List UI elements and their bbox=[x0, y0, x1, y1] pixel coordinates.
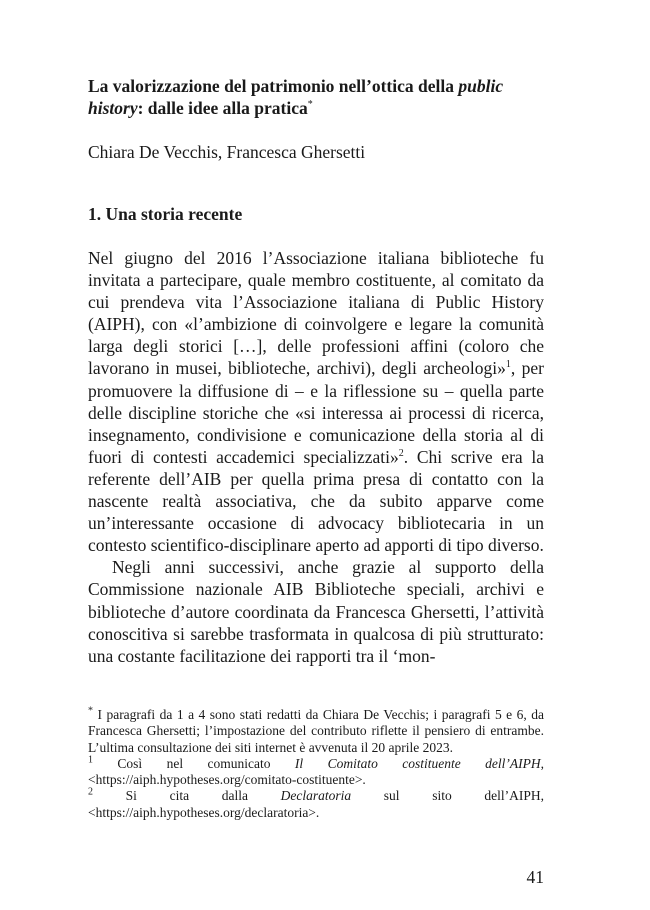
footnote-mark: 1 bbox=[88, 754, 93, 766]
footnote-text: , <https://aiph.hypotheses.org/comitato-costituente>. bbox=[88, 755, 544, 788]
footnote-text: Si cita dalla bbox=[93, 788, 281, 804]
chapter-title bbox=[88, 75, 544, 119]
footnote-ref: 1 bbox=[505, 359, 511, 371]
footnote bbox=[88, 707, 544, 756]
footnote-mark: * bbox=[88, 705, 93, 717]
footnote-ref: 2 bbox=[398, 448, 404, 460]
title-text-end: : dalle idee alla pratica bbox=[137, 98, 308, 118]
paragraph: Negli anni successivi, anche grazie al supporto della Commissione nazionale AIB Biblioteche speciali, archivi e biblioteche d’autore coordinata da Francesca Ghersetti, l’attività conoscitiva si sarebbe trasformata in qualcosa di più strutturato: una costante facilitazione dei rapporti tra il ‘mon- bbox=[88, 557, 544, 666]
title-text: La valorizzazione del patrimonio nell’ottica della bbox=[88, 76, 459, 96]
footnote-mark: 2 bbox=[88, 786, 93, 798]
section-heading: 1. Una storia recente bbox=[88, 204, 243, 224]
book-page bbox=[88, 0, 544, 910]
footnote bbox=[88, 756, 544, 789]
footnote-text: I paragrafi da 1 a 4 sono stati redatti da Chiara De Vecchis; i paragrafi 5 e 6, da Francesca Ghersetti; l’impostazione del contributo riflette il pensiero di entrambe. L’ultima consultazione dei siti internet è avvenuta il 20 aprile 2023. bbox=[88, 707, 544, 755]
footnote bbox=[88, 788, 544, 821]
footnote-text: Così nel comunicato bbox=[93, 755, 295, 771]
paragraph bbox=[88, 247, 544, 556]
footnotes bbox=[88, 707, 544, 821]
title-italic: public history bbox=[88, 76, 504, 118]
title-footnote-mark: * bbox=[307, 99, 313, 111]
paragraph-text: , per promuovere la diffusione di – e la riflessione su – quella parte delle discipline storiche che «si interessa ai processi di ricerca, insegnamento, condivisione e comunicazione della storia al di fuori di contesti accademici specializzati» bbox=[88, 358, 544, 467]
body-text bbox=[88, 247, 544, 667]
footnote-italic: Declaratoria bbox=[280, 788, 352, 804]
paragraph-text: . Chi scrive era la referente dell’AIB per quella prima presa di contatto con la nascente realtà associativa, che da subito apparve come un’interessante occasione di advocacy bibliotecaria in un contesto scientifico-disciplinare aperto ad apporti di tipo diverso. bbox=[88, 446, 544, 556]
footnote-text: sul sito dell’AIPH, <https://aiph.hypotheses.org/declaratoria>. bbox=[88, 788, 544, 820]
page-number: 41 bbox=[526, 867, 544, 887]
footnote-italic: Il Comitato costituente dell’AIPH bbox=[294, 755, 541, 771]
paragraph-text: Nel giugno del 2016 l’Associazione italiana biblioteche fu invitata a partecipare, quale membro costituente, al comitato da cui prendeva vita l’Associazione italiana di Public History (AIPH), con «l’ambizione di coinvolgere e legare la comunità larga degli storici […], delle professioni affini (coloro che lavorano in musei, biblioteche, archivi), degli archeologi» bbox=[88, 248, 544, 379]
authors: Chiara De Vecchis, Francesca Ghersetti bbox=[88, 142, 366, 162]
